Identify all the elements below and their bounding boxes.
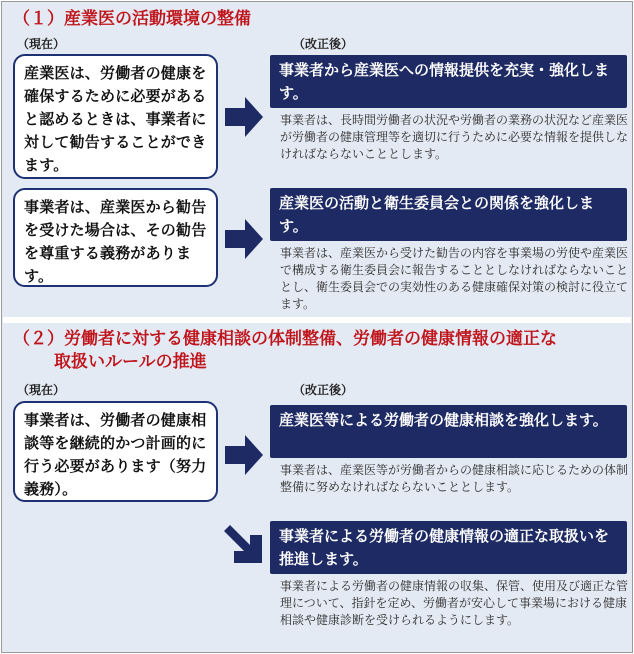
document-frame — [1, 1, 633, 653]
revised-label: （改正後） — [293, 37, 354, 51]
revised-heading-consultation: 産業医等による労働者の健康相談を強化します。 — [270, 405, 627, 458]
current-box-respect-recommendation: 事業者は、産業医から勧告を受けた場合は、その勧告を尊重する義務があります。 — [13, 188, 218, 287]
revised-body-info-provision: 事業者は、長時間労働者の状況や労働者の業務の状況など産業医が労働者の健康管理等を適切に行うために必要な情報を提供しなければならないこととします。 — [280, 113, 629, 161]
arrow-right-icon — [225, 435, 263, 475]
revised-heading-info-provision: 事業者から産業医への情報提供を充実・強化します。 — [270, 55, 627, 108]
section-2-title-line1: （２）労働者に対する健康相談の体制整備、労働者の健康情報の適正な — [13, 329, 557, 349]
current-box-health-consultation: 事業者は、労働者の健康相談等を継続的かつ計画的に行う必要があります（努力義務）。 — [13, 401, 218, 502]
revised-body-health-info: 事業者による労働者の健康情報の収集、保管、使用及び適正な管理について、指針を定め、労働者が安心して事業場における健康相談や健康診断を受けられるようにします。 — [280, 579, 629, 627]
current-box-recommendation: 産業医は、労働者の健康を確保するために必要があると認めるときは、事業者に対して勧告することができます。 — [13, 54, 218, 179]
current-label: （現在） — [17, 37, 66, 51]
section-divider — [3, 317, 631, 323]
current-label: （現在） — [17, 383, 66, 397]
revised-heading-health-info: 事業者による労働者の健康情報の適正な取扱いを推進します。 — [270, 521, 627, 574]
section-1-title: （１）産業医の活動環境の整備 — [13, 9, 251, 29]
revised-heading-health-committee: 産業医の活動と衛生委員会との関係を強化します。 — [270, 188, 627, 241]
section-industrial-physician — [3, 3, 631, 316]
revised-body-health-committee: 事業者は、産業医から受けた勧告の内容を事業場の労使や産業医で構成する衛生委員会に報告することとしなければならないこととし、衛生委員会での実効性のある健康確保対策の検討に役立てます。 — [280, 246, 629, 311]
section-health-consultation — [3, 324, 631, 651]
arrow-right-icon — [225, 219, 263, 259]
arrow-right-icon — [225, 97, 263, 137]
section-2-title-line2: 取扱いルールの推進 — [54, 352, 207, 372]
revised-label: （改正後） — [293, 383, 354, 397]
revised-body-consultation: 事業者は、産業医等が労働者からの健康相談に応じるための体制整備に努めなければならないこととします。 — [280, 463, 629, 494]
arrow-down-right-icon — [224, 525, 262, 565]
